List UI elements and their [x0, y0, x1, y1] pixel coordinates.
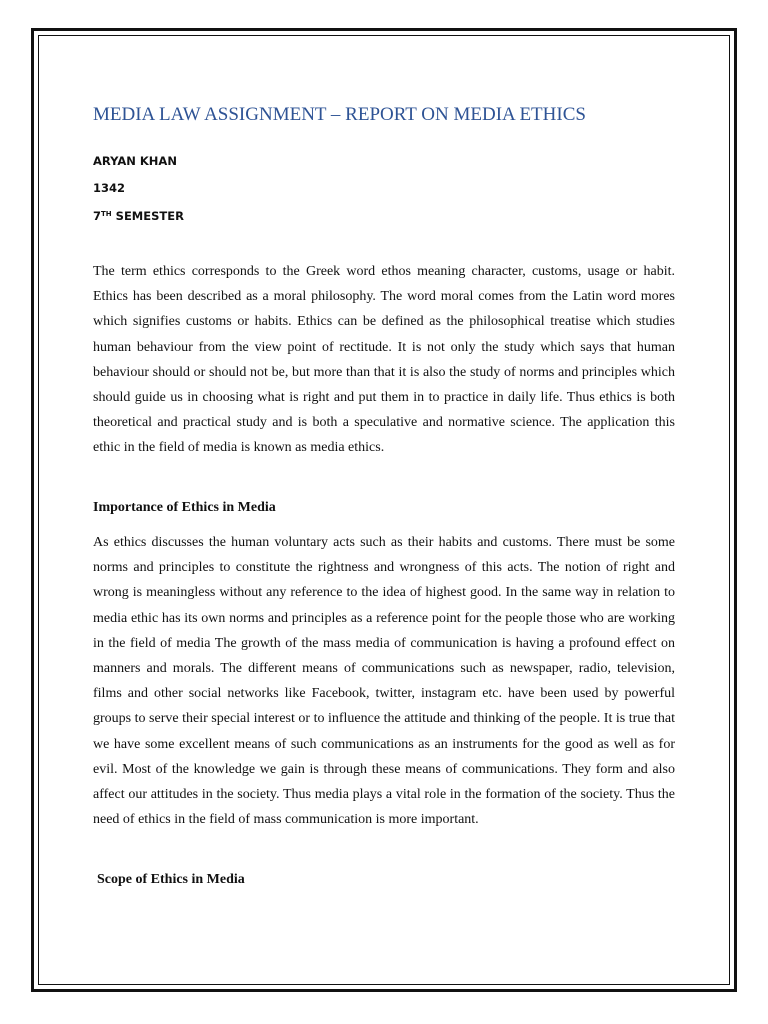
author-name: ARYAN KHAN — [93, 154, 177, 168]
section-heading-scope: Scope of Ethics in Media — [97, 872, 245, 887]
semester-ordinal-suffix: TH — [101, 210, 112, 218]
roll-number: 1342 — [93, 181, 126, 195]
intro-paragraph: The term ethics corresponds to the Greek word ethos meaning character, customs, usage or habit. Ethics has been described as a moral philosophy. The word moral comes from the Latin word mores which signifies customs or habits. Ethics can be defined as the philosophical treatise which studies human behaviour from the view point of rectitude. It is not only the study which says that human behaviour should or should not be, but more than that it is also the study of norms and principles which should guide us in choosing what is right and put them in to practice in daily life. Thus ethics is both theoretical and practical study and is both a speculative and normative science. The application this ethic in the field of media is known as media ethics. — [93, 264, 675, 456]
semester-number: 7 — [93, 209, 102, 223]
document-title: MEDIA LAW ASSIGNMENT – REPORT ON MEDIA ETHICS — [93, 104, 586, 125]
importance-paragraph: As ethics discusses the human voluntary acts such as their habits and customs. There must be some norms and principles to constitute the rightness and wrongness of this acts. The notion of right and wrong is meaningless without any reference to the idea of highest good. In the same way in relation to media ethic has its own norms and principles as a reference point for the people those who are working in the field of media The growth of the mass media of communication is having a profound effect on manners and morals. The different means of communications such as newspaper, radio, television, films and other social networks like Facebook, twitter, instagram etc. have been used by powerful groups to serve their special interest or to influence the attitude and thinking of the people. It is true that we have some excellent means of such communications as an instruments for the good as well as for evil. Most of the knowledge we gain is through these means of communications. They form and also affect our attitudes in the society. Thus media plays a vital role in the formation of the society. Thus the need of ethics in the field of mass communication is more important. — [93, 535, 675, 828]
semester-label: SEMESTER — [115, 209, 184, 223]
semester-line — [93, 209, 184, 223]
section-heading-importance: Importance of Ethics in Media — [93, 500, 276, 515]
